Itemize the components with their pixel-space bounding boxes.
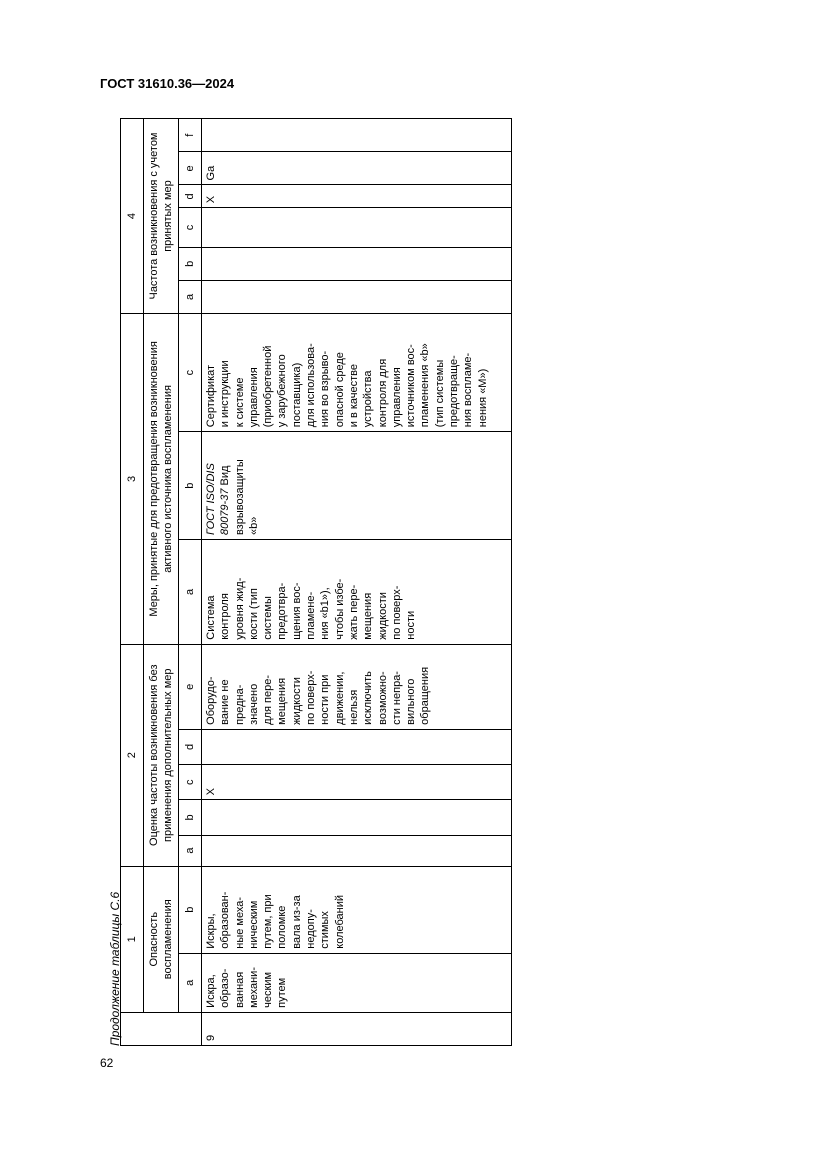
subheader-2-c: c [179, 765, 202, 800]
subheader-4-f: f [179, 119, 202, 152]
cell-2-a [202, 835, 512, 866]
row-number-header [121, 1012, 202, 1045]
subheader-1-b: b [179, 866, 202, 953]
cell-2-d [202, 729, 512, 764]
header-row-numbers [121, 119, 144, 1046]
cell-4-a [202, 280, 512, 313]
subheader-4-b: b [179, 247, 202, 280]
subheader-1-a: a [179, 953, 202, 1012]
cell-3-a: Система контроля уровня жид- кости (тип системы предотвра- щения вос- пламене- ния «b1»), чтобы избе- жать пере- мещения жидкости по поверх- ности [202, 540, 512, 645]
group-number-3: 3 [121, 314, 144, 645]
group-number-4: 4 [121, 119, 144, 314]
group-title-2: Оценка частоты возникновения без применения дополнительных мер [144, 644, 179, 866]
group-number-1: 1 [121, 866, 144, 1012]
cell-1-a: Искра, образо- ванная механи- ческим путем [202, 953, 512, 1012]
protection-type-text: Вид взрывозащиты «b» [219, 459, 260, 536]
subheader-2-a: a [179, 835, 202, 866]
data-table [120, 118, 512, 1046]
standard-reference: ГОСТ ISO/DIS 80079-37 [205, 463, 232, 536]
document-header: ГОСТ 31610.36—2024 [100, 76, 235, 91]
group-title-1: Опасность воспламенения [144, 866, 179, 1012]
subheader-4-c: c [179, 208, 202, 247]
row-number: 9 [202, 1012, 512, 1045]
cell-4-c [202, 208, 512, 247]
cell-1-b: Искры, образован- ные меха- ническим путем, при поломке вала из-за недопу- стимых колебаний [202, 866, 512, 953]
subheader-4-d: d [179, 185, 202, 208]
subheader-4-a: a [179, 280, 202, 313]
group-title-4: Частота возникновения с учетом принятых мер [144, 119, 179, 314]
cell-2-b [202, 800, 512, 835]
cell-3-b [202, 432, 512, 540]
cell-2-c: X [202, 765, 512, 800]
rotated-table-container [120, 118, 512, 1046]
cell-4-e: Ga [202, 152, 512, 185]
cell-4-d: X [202, 185, 512, 208]
page-number: 62 [100, 1056, 114, 1070]
subheader-3-c: c [179, 314, 202, 432]
cell-2-e: Оборудо- вание не предна- значено для пере- мещения жидкости по поверх- ности при движении, нельзя исключить возможно- сти непра- вильного обращения [202, 644, 512, 729]
subheader-2-e: e [179, 644, 202, 729]
cell-4-f [202, 119, 512, 152]
subheader-2-b: b [179, 800, 202, 835]
subheader-3-a: a [179, 540, 202, 645]
group-title-3: Меры, принятые для предотвращения возникновения активного источника воспламенения [144, 314, 179, 645]
subheader-2-d: d [179, 729, 202, 764]
subheader-4-e: e [179, 152, 202, 185]
header-row-letters [179, 119, 202, 1046]
subheader-3-b: b [179, 432, 202, 540]
table-row [202, 119, 512, 1046]
cell-4-b [202, 247, 512, 280]
header-row-titles [144, 119, 179, 1046]
table-caption: Продолжение таблицы С.6 [108, 891, 122, 1046]
group-number-2: 2 [121, 644, 144, 866]
cell-3-c: Сертификат и инструкции к системе управления (приобретенной у зарубежного поставщика) для использова- ния во взрыво- опасной среде и в качестве устройства контроля для управления источником вос- пламенения «b» (тип системы предотвраще- ния воспламе- нения «M») [202, 314, 512, 432]
